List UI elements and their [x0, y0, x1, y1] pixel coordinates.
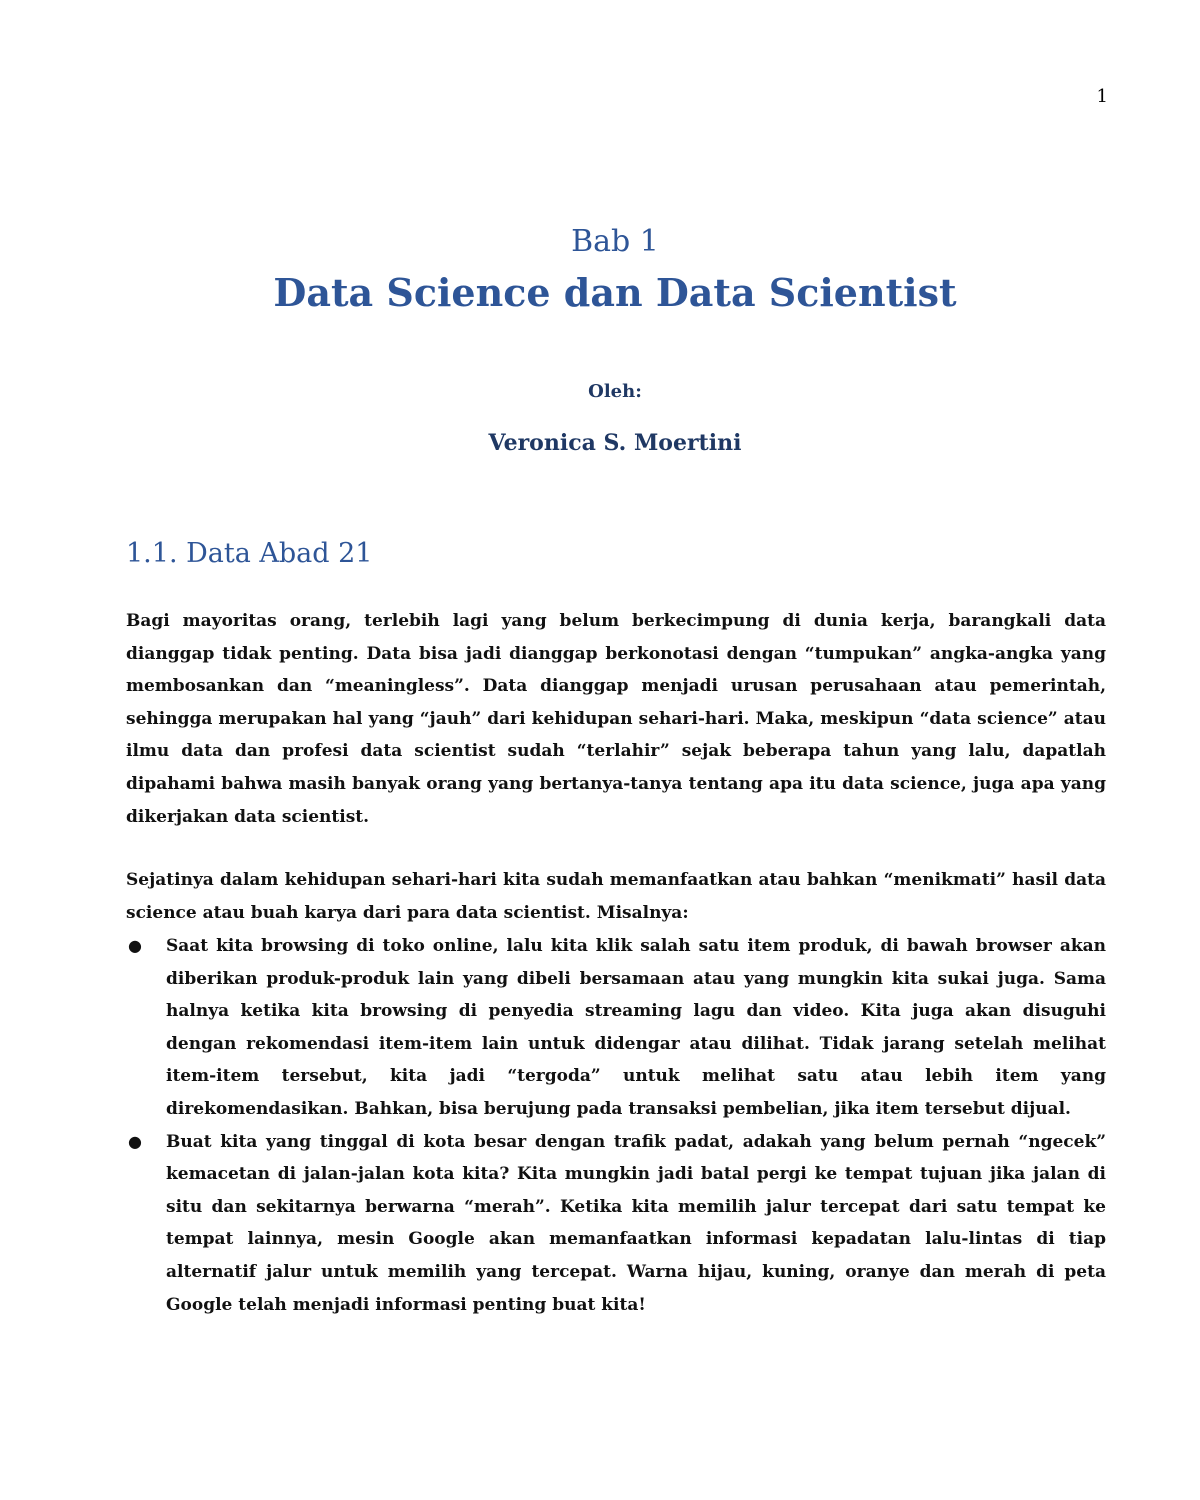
- paragraph: Sejatinya dalam kehidupan sehari-hari kita sudah memanfaatkan atau bahkan “menikmati” hasil data science atau buah karya dari para data scientist. Misalnya:: [126, 870, 1106, 923]
- paragraph: Bagi mayoritas orang, terlebih lagi yang belum berkecimpung di dunia kerja, barangkali data dianggap tidak penting. Data bisa jadi dianggap berkonotasi dengan “tumpukan” angka-angka yang membosankan dan “meaningless”. Data dianggap menjadi urusan perusahaan atau pemerintah, sehingga merupakan hal yang “jauh” dari kehidupan sehari-hari. Maka, meskipun “data science” atau ilmu data dan profesi data scientist sudah “terlahir” sejak beberapa tahun yang lalu, dapatlah dipahami bahwa masih banyak orang yang bertanya-tanya tentang apa itu data science, juga apa yang dikerjakan data scientist.: [126, 611, 1106, 827]
- bullet-list: [126, 930, 1106, 1321]
- list-item-text: Saat kita browsing di toko online, lalu kita klik salah satu item produk, di bawah browser akan diberikan produk-produk lain yang dibeli bersamaan atau yang mungkin kita sukai juga. Sama halnya ketika kita browsing di penyedia streaming lagu dan video. Kita juga akan disuguhi dengan rekomendasi item-item lain untuk didengar atau dilihat. Tidak jarang setelah melihat item-item tersebut, kita jadi “tergoda” untuk melihat satu atau lebih item yang direkomendasikan. Bahkan, bisa berujung pada transaksi pembelian, jika item tersebut dijual.: [166, 936, 1106, 1119]
- bullet-icon: ●: [128, 1131, 142, 1151]
- chapter-label: Bab 1: [571, 224, 659, 259]
- section-heading: 1.1. Data Abad 21: [126, 538, 373, 569]
- list-item-text: Buat kita yang tinggal di kota besar dengan trafik padat, adakah yang belum pernah “ngecek” kemacetan di jalan-jalan kota kita? Kita mungkin jadi batal pergi ke tempat tujuan jika jalan di situ dan sekitarnya berwarna “merah”. Ketika kita memilih jalur tercepat dari satu tempat ke tempat lainnya, mesin Google akan memanfaatkan informasi kepadatan lalu-lintas di tiap alternatif jalur untuk memilih yang tercepat. Warna hijau, kuning, oranye dan merah di peta Google telah menjadi informasi penting buat kita!: [166, 1131, 1106, 1315]
- chapter-title: Data Science dan Data Scientist: [273, 270, 957, 315]
- author-name: Veronica S. Moertini: [488, 430, 742, 456]
- list-item: [126, 1126, 1106, 1322]
- list-item: [126, 930, 1106, 1126]
- page-number: 1: [1096, 86, 1108, 107]
- byline-label: Oleh:: [588, 381, 642, 402]
- bullet-icon: ●: [128, 936, 142, 955]
